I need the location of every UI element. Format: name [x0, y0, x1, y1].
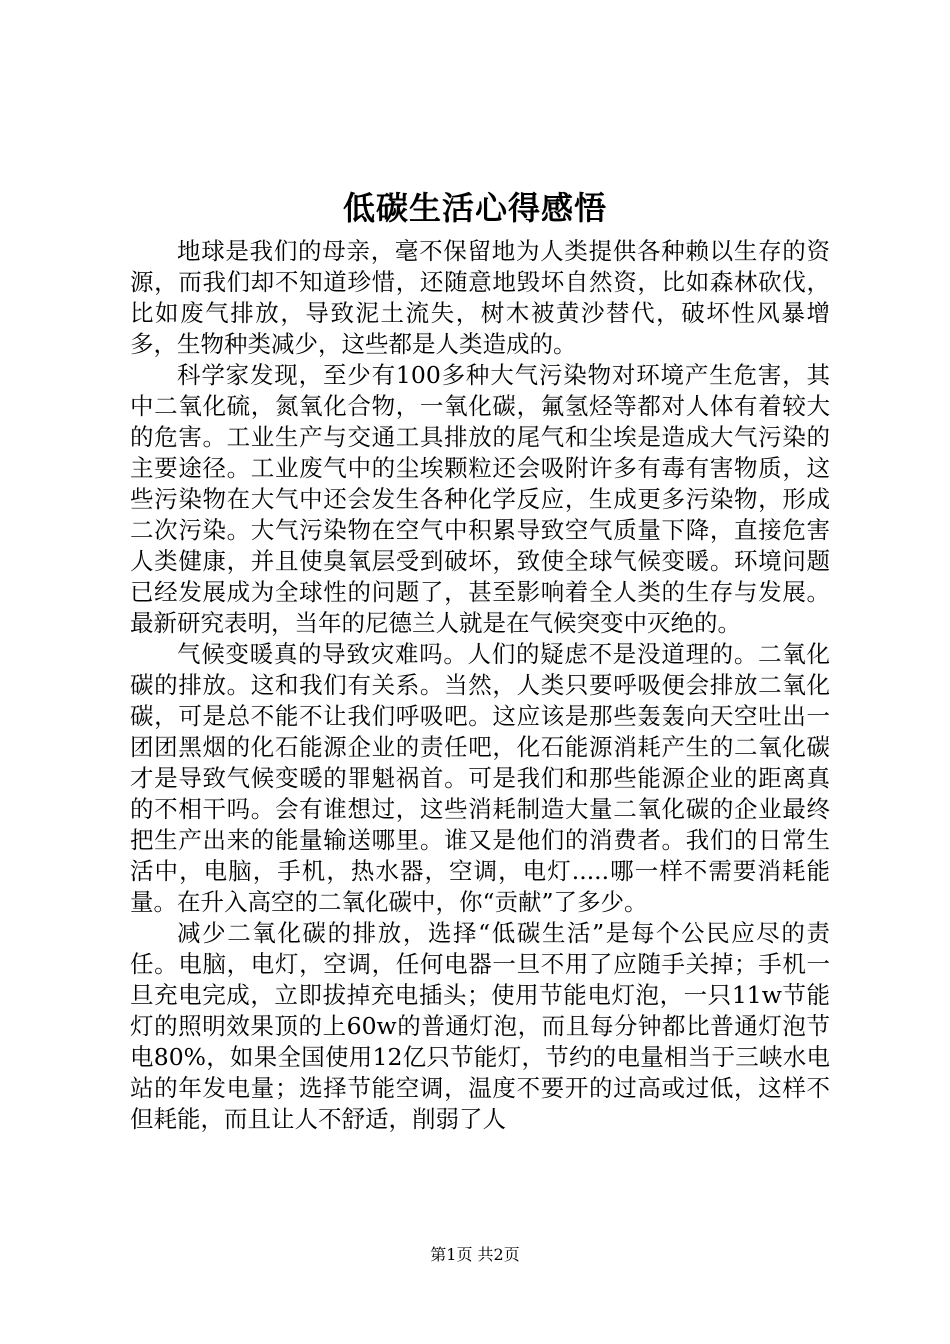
paragraph-1: 地球是我们的母亲，毫不保留地为人类提供各种赖以生存的资源，而我们却不知道珍惜，还随意地毁坏自然资，比如森林砍伐，比如废气排放，导致泥土流失，树木被黄沙替代，破坏性风暴增多，生物种类减少，这些都是人类造成的。 [130, 237, 830, 358]
paragraph-3: 气候变暖真的导致灾难吗。人们的疑虑不是没道理的。二氧化碳的排放。这和我们有关系。当然，人类只要呼吸便会排放二氧化碳，可是总不能不让我们呼吸吧。这应该是那些轰轰向天空吐出一团团黑烟的化石能源企业的责任吧，化石能源消耗产生的二氧化碳才是导致气候变暖的罪魁祸首。可是我们和那些能源企业的距离真的不相干吗。会有谁想过，这些消耗制造大量二氧化碳的企业最终把生产出来的能量输送哪里。谁又是他们的消费者。我们的日常生活中，电脑，手机，热水器，空调，电灯.....哪一样不需要消耗能量。在升入高空的二氧化碳中，你“贡献”了多少。 [130, 640, 830, 916]
page-footer: 第1页 共2页 [430, 1245, 520, 1264]
document-body [130, 236, 830, 1135]
page-title: 低碳生活心得感悟 [342, 189, 607, 227]
paragraph-2: 科学家发现，至少有100多种大气污染物对环境产生危害，其中二氧化硫，氮氧化合物，一氧化碳，氟氢烃等都对人体有着较大的危害。工业生产与交通工具排放的尾气和尘埃是造成大气污染的主要途径。工业废气中的尘埃颗粒还会吸附许多有毒有害物质，这些污染物在大气中还会发生各种化学反应，生成更多污染物，形成二次污染。大气污染物在空气中积累导致空气质量下降，直接危害人类健康，并且使臭氧层受到破坏，致使全球气候变暖。环境问题已经发展成为全球性的问题了，甚至影响着全人类的生存与发展。最新研究表明，当年的尼德兰人就是在气候突变中灭绝的。 [130, 361, 830, 637]
paragraph-4: 减少二氧化碳的排放，选择“低碳生活”是每个公民应尽的责任。电脑，电灯，空调，任何电器一旦不用了应随手关掉；手机一旦充电完成，立即拔掉充电插头；使用节能电灯泡，一只11w节能灯的照明效果顶的上60w的普通灯泡，而且每分钟都比普通灯泡节电80%，如果全国使用12亿只节能灯，节约的电量相当于三峡水电站的年发电量；选择节能空调，温度不要开的过高或过低，这样不但耗能，而且让人不舒适，削弱了人 [130, 919, 830, 1133]
